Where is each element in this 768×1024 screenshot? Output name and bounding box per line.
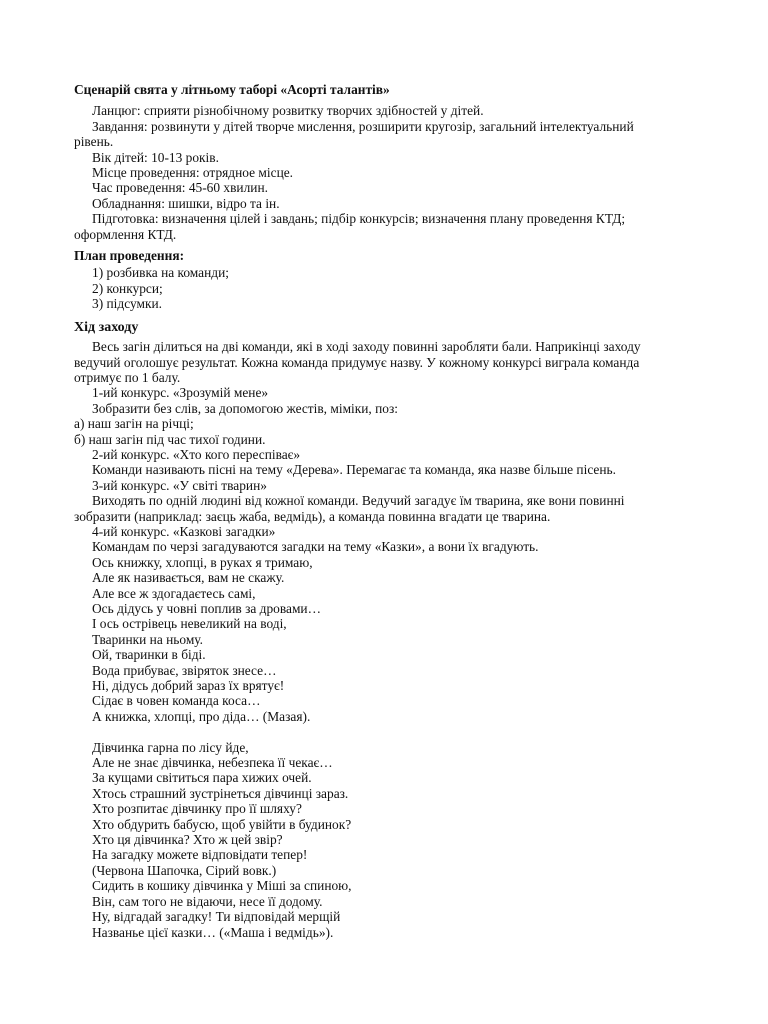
riddle-1 [74,555,684,724]
riddle-line: Ні, дідусь добрий зараз їх врятує! [92,678,285,694]
meta-line: Місце проведення: отрядное місце. [92,165,294,181]
riddle-line: Ну, відгадай загадку! Ти відповідай мерщій [92,909,341,925]
body-line: Весь загін ділиться на дві команди, які в ході заходу повинні заробляти бали. Наприкінці заходу [92,339,641,355]
plan-item: 3) підсумки. [92,296,162,312]
plan-heading: План проведення: [74,248,185,264]
body-line: Зобразити без слів, за допомогою жестів, міміки, поз: [92,400,399,416]
riddle-line: Але все ж здогадаєтесь самі, [92,585,256,601]
riddle-3 [74,878,684,940]
meta-line: Вік дітей: 10-13 років. [92,149,219,165]
riddle-line: Сідає в човен команда коса… [92,693,261,709]
riddle-line: Сидить в кошику дівчинка у Міші за спиною, [92,878,352,894]
meta-line: Ланцюг: сприяти різнобічному розвитку творчих здібностей у дітей. [92,103,484,119]
contest-2-title: 2-ий конкурс. «Хто кого переспіває» [92,446,301,462]
body-line: а) наш загін на річці; [74,416,194,432]
riddle-line: Дівчинка гарна по лісу йде, [92,739,249,755]
body-line: ведучий оголошує результат. Кожна команда придумує назву. У кожному конкурсі виграла команда [74,354,640,370]
document-content [74,82,684,940]
riddle-line: Хто обдурить бабусю, щоб увійти в будинок? [92,816,352,832]
contest-3-title: 3-ий конкурс. «У світі тварин» [92,477,267,493]
riddle-line: І ось острівець невеликий на воді, [92,616,287,632]
riddle-line: Хто розпитає дівчинку про її шляху? [92,801,302,817]
riddle-line: Але не знає дівчинка, небезпека її чекає… [92,755,333,771]
body-line: зобразити (наприклад: заєць жаба, ведмідь), а команда повинна вгадати це тварина. [74,508,551,524]
contest-4-title: 4-ий конкурс. «Казкові загадки» [92,523,276,539]
meta-line: Підготовка: визначення цілей і завдань; підбір конкурсів; визначення плану проведення КТД; [92,211,626,227]
meta-section [74,103,684,242]
body-line: Команди називають пісні на тему «Дерева». Перемагає та команда, яка назве більше пісень. [92,462,616,478]
riddle-line: Ой, тваринки в біді. [92,647,206,663]
riddle-line: Хто ця дівчинка? Хто ж цей звір? [92,832,283,848]
riddle-line: Названье цієї казки… («Маша і ведмідь»). [92,924,334,940]
riddle-line: Ось дідусь у човні поплив за дровами… [92,601,321,616]
riddle-line: Він, сам того не відаючи, несе її додому. [92,893,323,909]
meta-line: Завдання: розвинути у дітей творче мислення, розширити кругозір, загальний інтелектуальний [92,118,634,134]
body-line: отримує по 1 балу. [74,369,181,385]
meta-line: оформлення КТД. [74,226,177,242]
riddle-line: Вода прибуває, звіряток знесе… [92,662,277,678]
document-title: Сценарій свята у літньому таборі «Асорті талантів» [74,82,390,97]
riddle-line: Хтось страшний зустрінеться дівчинці зараз. [92,785,349,801]
riddle-line: Але як називається, вам не скажу. [92,570,285,586]
contest-1-title: 1-ий конкурс. «Зрозумій мене» [92,385,269,401]
meta-line: Час проведення: 45-60 хвилин. [92,180,268,196]
body-line: Виходять по одній людині від кожної команди. Ведучий загадує їм тварина, яке вони повинні [92,493,625,509]
meta-line: рівень. [74,134,114,150]
course-body [74,339,684,940]
riddle-line: Ось книжку, хлопці, в руках я тримаю, [92,554,313,570]
riddle-line: А книжка, хлопці, про діда… (Мазая). [92,708,311,724]
riddle-2 [74,740,684,879]
body-line: б) наш загін під час тихої години. [74,431,266,447]
plan-item: 2) конкурси; [92,280,163,296]
plan-list [74,265,684,311]
body-line: Командам по черзі загадуваются загадки на тему «Казки», а вони їх вгадують. [92,539,539,555]
plan-item: 1) розбивка на команди; [92,265,229,281]
riddle-line: (Червона Шапочка, Сірий вовк.) [92,862,277,878]
riddle-line: Тваринки на ньому. [92,631,203,647]
course-heading: Хід заходу [74,319,139,335]
blank-line [74,724,684,739]
riddle-line: На загадку можете відповідати тепер! [92,847,308,863]
meta-line: Обладнання: шишки, відро та ін. [92,195,280,211]
riddle-line: За кущами світиться пара хижих очей. [92,770,312,786]
